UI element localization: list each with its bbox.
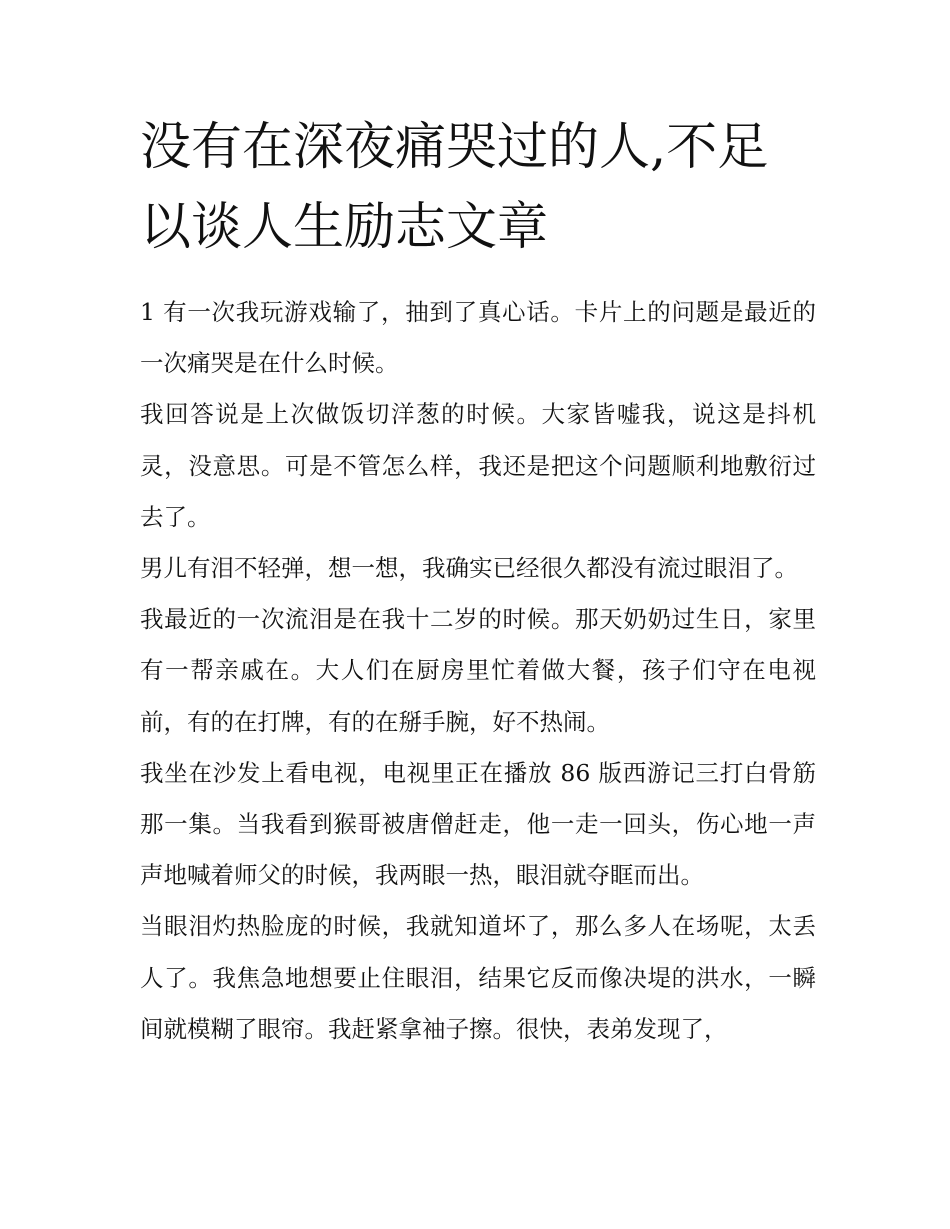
paragraph: 我坐在沙发上看电视，电视里正在播放 86 版西游记三打白骨筋那一集。当我看到猴哥被唐僧赶走，他一走一回头，伤心地一声声地喊着师父的时候，我两眼一热，眼泪就夺眶而出。 — [140, 758, 816, 890]
document-content — [140, 108, 816, 1055]
paragraph: 1 有一次我玩游戏输了，抽到了真心话。卡片上的问题是最近的一次痛哭是在什么时候。 — [140, 298, 816, 378]
paragraph: 当眼泪灼热脸庞的时候，我就知道坏了，那么多人在场呢，太丢人了。我焦急地想要止住眼泪，结果它反而像决堤的洪水，一瞬间就模糊了眼帘。我赶紧拿袖子擦。很快，表弟发现了， — [140, 912, 816, 1043]
document-body — [140, 287, 816, 1055]
paragraph: 我最近的一次流泪是在我十二岁的时候。那天奶奶过生日，家里有一帮亲戚在。大人们在厨房里忙着做大餐，孩子们守在电视前，有的在打牌，有的在掰手腕，好不热闹。 — [140, 605, 816, 736]
document-title: 没有在深夜痛哭过的人,不足以谈人生励志文章 — [140, 118, 769, 257]
paragraph: 男儿有泪不轻弹，想一想，我确实已经很久都没有流过眼泪了。 — [140, 554, 798, 583]
paragraph: 我回答说是上次做饭切洋葱的时候。大家皆嘘我，说这是抖机灵，没意思。可是不管怎么样，我还是把这个问题顺利地敷衍过去了。 — [140, 400, 816, 531]
